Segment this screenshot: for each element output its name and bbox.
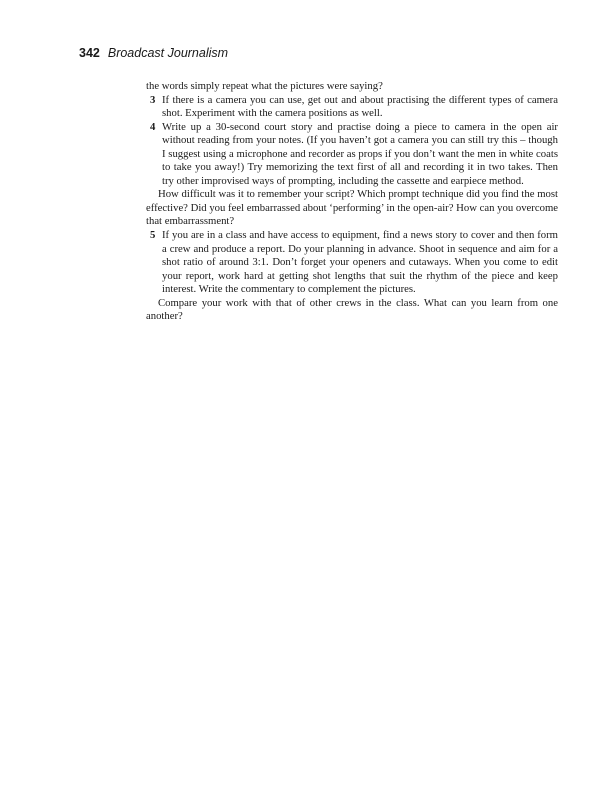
item-followup: How difficult was it to remember your script? Which prompt technique did you find the most effective? Did you feel embarrassed about ‘performing’ in the open-air? How can you overcome that embarrassment? — [146, 188, 558, 228]
book-title: Broadcast Journalism — [107, 46, 229, 60]
continued-paragraph: the words simply repeat what the pictures were saying? — [146, 80, 383, 92]
item-number: 5 — [150, 229, 156, 242]
item-text: If there is a camera you can use, get out and about practising the different types of camera shot. Experiment with the camera positions as well. — [162, 93, 558, 120]
item-text: If you are in a class and have access to equipment, find a news story to cover and then form a crew and produce a report. Do your planning in advance. Shoot in sequence and aim for a shot ratio of around 3:1. Don’t forget your openers and cutaways. When you come to edit your report, work hard at getting shot lengths that suit the rhythm of the piece and keep interest. Write the commentary to complement the pictures. — [162, 229, 558, 296]
running-head — [79, 45, 228, 61]
page-number: 342 — [79, 46, 100, 60]
exercise-item-4 — [146, 121, 558, 189]
item-text: Write up a 30-second court story and practise doing a piece to camera in the open air without reading from your notes. (If you haven’t got a camera you can still try this – though I suggest using a microphone and recorder as props if you don’t want the men in white coats to take you away!) Try memorizing the text first of all and recording it in two takes. Then try other improvised ways of prompting, including the cassette and earpiece method. — [162, 120, 558, 187]
exercise-item-3 — [146, 94, 558, 121]
item-number: 3 — [150, 93, 156, 106]
item-followup: Compare your work with that of other crews in the class. What can you learn from one another? — [146, 296, 558, 323]
exercise-text — [146, 80, 558, 324]
exercise-item-5 — [146, 229, 558, 297]
item-number: 4 — [150, 120, 156, 133]
